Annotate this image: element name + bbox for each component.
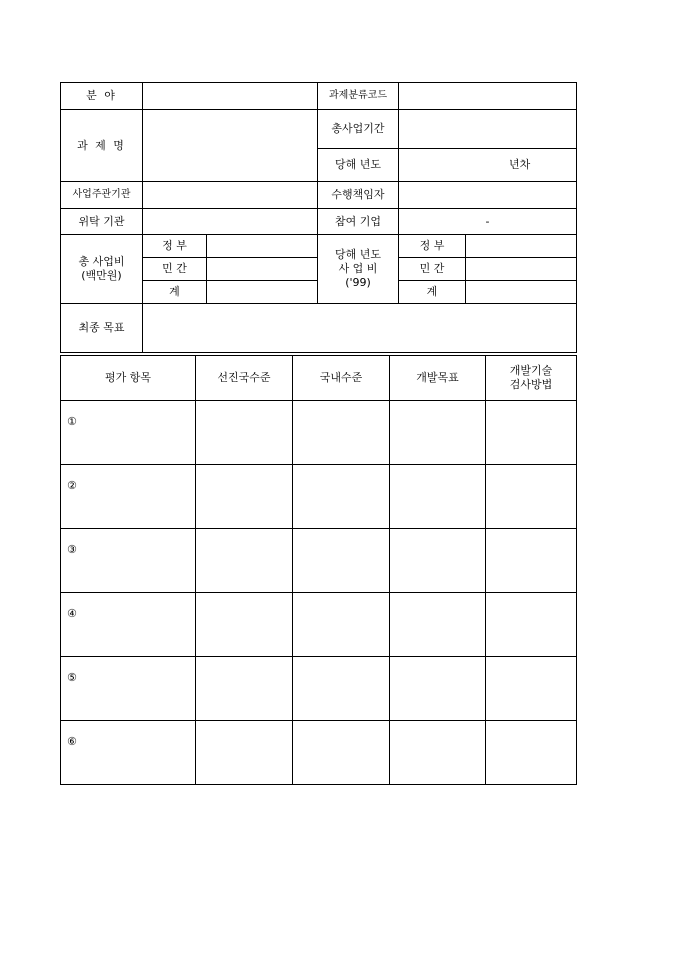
current-budget-label-line1: 당해 년도 [334, 248, 381, 262]
eval-cell[interactable] [390, 401, 486, 465]
eval-cell[interactable] [390, 657, 486, 721]
total-period-value[interactable] [399, 110, 577, 149]
total-gov-label: 정 부 [143, 235, 207, 258]
pi-value[interactable] [399, 182, 577, 209]
eval-cell[interactable] [486, 465, 577, 529]
table-row [61, 721, 577, 785]
eval-header-test-method-line2: 검사방법 [509, 378, 553, 391]
eval-cell[interactable] [486, 529, 577, 593]
eval-cell[interactable] [486, 721, 577, 785]
current-private-value[interactable] [466, 258, 577, 281]
pi-label: 수행책임자 [318, 182, 399, 209]
total-sum-label: 계 [143, 281, 207, 304]
eval-header-advanced-level: 선진국수준 [196, 356, 293, 401]
eval-cell[interactable] [293, 657, 390, 721]
eval-cell[interactable] [486, 401, 577, 465]
current-year-label: 당해 년도 [318, 149, 399, 182]
table-row [61, 593, 577, 657]
title-value[interactable] [143, 110, 318, 182]
eval-cell[interactable] [486, 593, 577, 657]
current-budget-label-line3: ('99) [345, 275, 371, 289]
project-info-table [60, 82, 577, 353]
eval-row-number: ⑥ [61, 721, 196, 785]
total-private-value[interactable] [207, 258, 318, 281]
eval-cell[interactable] [196, 593, 293, 657]
current-private-label: 민 간 [399, 258, 466, 281]
class-code-value[interactable] [399, 83, 577, 110]
final-goal-value[interactable] [143, 304, 577, 353]
title-label: 과 제 명 [61, 110, 143, 182]
total-gov-value[interactable] [207, 235, 318, 258]
eval-cell[interactable] [196, 721, 293, 785]
eval-cell[interactable] [293, 593, 390, 657]
total-sum-value[interactable] [207, 281, 318, 304]
participant-value[interactable]: - [399, 209, 577, 235]
eval-cell[interactable] [293, 721, 390, 785]
current-gov-label: 정 부 [399, 235, 466, 258]
eval-cell[interactable] [293, 529, 390, 593]
eval-header-test-method-line1: 개발기술 [509, 364, 553, 378]
eval-header-domestic-level: 국내수준 [293, 356, 390, 401]
eval-header-test-method [486, 356, 577, 401]
table-row [61, 401, 577, 465]
consign-org-label: 위탁 기관 [61, 209, 143, 235]
eval-row-number: ① [61, 401, 196, 465]
eval-header-item: 평가 항목 [61, 356, 196, 401]
current-gov-value[interactable] [466, 235, 577, 258]
total-period-label: 총사업기간 [318, 110, 399, 149]
current-budget-label-line2: 사 업 비 [338, 262, 378, 276]
eval-cell[interactable] [293, 401, 390, 465]
final-goal-label: 최종 목표 [61, 304, 143, 353]
total-budget-label [61, 235, 143, 304]
current-sum-value[interactable] [466, 281, 577, 304]
eval-cell[interactable] [390, 593, 486, 657]
eval-row-number: ③ [61, 529, 196, 593]
table-row [61, 657, 577, 721]
eval-row-number: ⑤ [61, 657, 196, 721]
eval-cell[interactable] [196, 401, 293, 465]
eval-row-number: ② [61, 465, 196, 529]
evaluation-table [60, 355, 577, 785]
eval-cell[interactable] [390, 721, 486, 785]
field-value[interactable] [143, 83, 318, 110]
total-budget-label-line1: 총 사업비 [78, 255, 125, 269]
class-code-label: 과제분류코드 [318, 83, 399, 110]
eval-cell[interactable] [196, 657, 293, 721]
table-row [61, 529, 577, 593]
eval-row-number: ④ [61, 593, 196, 657]
eval-cell[interactable] [486, 657, 577, 721]
eval-cell[interactable] [293, 465, 390, 529]
participant-label: 참여 기업 [318, 209, 399, 235]
eval-cell[interactable] [390, 465, 486, 529]
current-sum-label: 계 [399, 281, 466, 304]
eval-cell[interactable] [196, 465, 293, 529]
host-org-value[interactable] [143, 182, 318, 209]
table-row [61, 465, 577, 529]
total-private-label: 민 간 [143, 258, 207, 281]
consign-org-value[interactable] [143, 209, 318, 235]
eval-cell[interactable] [196, 529, 293, 593]
total-budget-label-line2: (백만원) [81, 269, 122, 282]
host-org-label: 사업주관기관 [61, 182, 143, 209]
field-label: 분 야 [61, 83, 143, 110]
current-year-value[interactable]: 년차 [399, 149, 577, 182]
current-budget-label [318, 235, 399, 304]
eval-header-dev-goal: 개발목표 [390, 356, 486, 401]
eval-cell[interactable] [390, 529, 486, 593]
